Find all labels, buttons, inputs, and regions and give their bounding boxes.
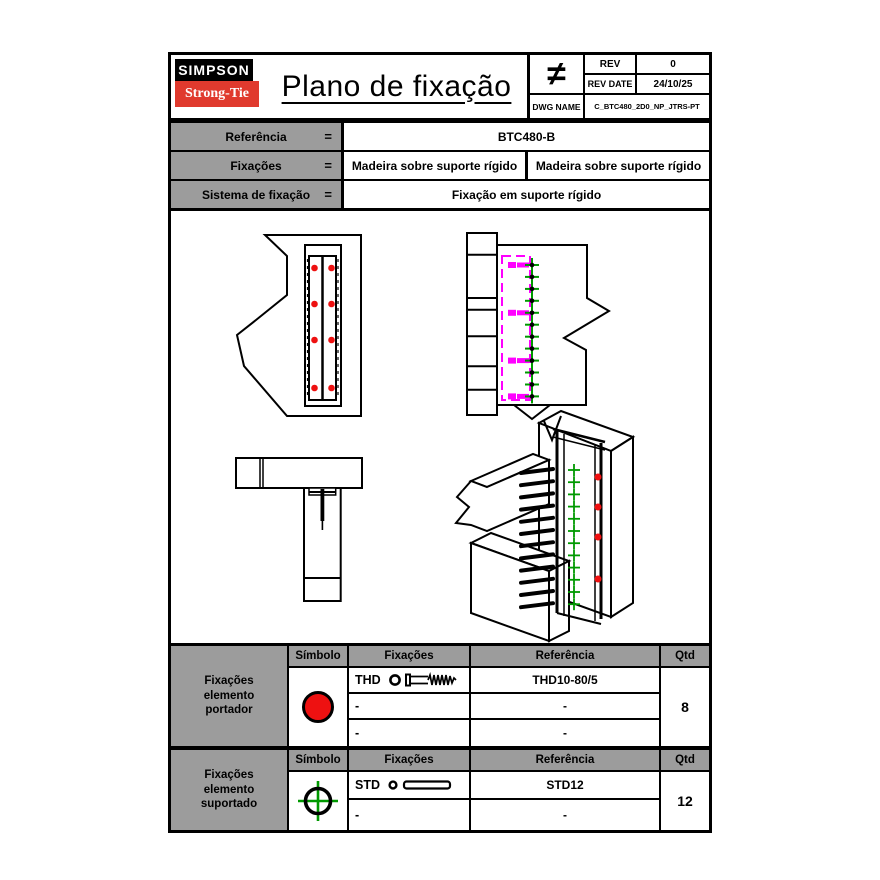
dwg-name-label: DWG NAME (530, 95, 585, 118)
rev-date-label: REV DATE (585, 75, 637, 95)
fixings-table-portador (171, 646, 709, 750)
simpson-strongtie-logo (171, 55, 266, 118)
reference-cell: THD10-80/5 (471, 668, 661, 694)
info-value: BTC480-B (497, 129, 556, 144)
fixing-cell (349, 772, 471, 800)
rev-date-value: 24/10/25 (637, 75, 709, 95)
equals-sign: = (324, 129, 332, 144)
group-label: Fixações elemento portador (171, 646, 289, 746)
qty-cell: 12 (677, 793, 693, 809)
page-title: Plano de fixação (281, 69, 512, 103)
logo-simpson-text: SIMPSON (175, 59, 253, 81)
col-header-fixacoes: Fixações (349, 750, 471, 772)
dwg-name-value: C_BTC480_2D0_NP_JTRS-PT (594, 102, 700, 111)
info-label (171, 123, 344, 150)
technical-drawing (171, 211, 709, 655)
info-value-left: Madeira sobre suporte rígido (351, 158, 518, 173)
top-view-drawing (236, 458, 362, 601)
drawing-area (171, 211, 709, 646)
col-header-qtd: Qtd (661, 750, 709, 772)
info-label-text: Referência (225, 129, 287, 144)
fixing-code: THD (355, 673, 381, 687)
fixing-cell (349, 668, 471, 694)
reference-cell: - (471, 694, 661, 720)
logo-strongtie-text: Strong-Tie (175, 81, 259, 107)
title-cell (266, 55, 527, 118)
fixing-code: STD (355, 778, 380, 792)
reference-cell: - (471, 720, 661, 746)
info-label (171, 181, 344, 208)
fixing-cell: - (349, 694, 471, 720)
symbol-cell (289, 668, 349, 746)
reference-cell: STD12 (471, 772, 661, 800)
equals-sign: = (324, 187, 332, 202)
col-header-qtd: Qtd (661, 646, 709, 668)
info-row-fixacoes (171, 152, 709, 181)
side-view-drawing (467, 233, 609, 419)
fixing-cell: - (349, 720, 471, 746)
col-header-referencia: Referência (471, 750, 661, 772)
rev-label: REV (585, 55, 637, 75)
symbol-cell (289, 772, 349, 830)
col-header-simbolo: Símbolo (289, 646, 349, 668)
revision-block (527, 55, 709, 118)
thd-screw-icon (388, 672, 460, 688)
equals-sign: = (324, 158, 332, 173)
info-value-right: Madeira sobre suporte rígido (525, 152, 709, 179)
info-label-text: Fixações (230, 158, 282, 173)
rev-value: 0 (637, 55, 709, 75)
drawing-sheet (168, 52, 712, 833)
fixings-table-suportado (171, 750, 709, 830)
std-dowel-icon (387, 778, 453, 792)
group-label: Fixações elemento suportado (171, 750, 289, 830)
info-row-referencia (171, 123, 709, 152)
info-label (171, 152, 344, 179)
col-header-referencia: Referência (471, 646, 661, 668)
thd-red-circle-icon (302, 691, 334, 723)
col-header-fixacoes: Fixações (349, 646, 471, 668)
not-equal-symbol-icon: ≠ (530, 55, 585, 95)
reference-cell: - (471, 800, 661, 830)
iso-view-drawing (456, 411, 633, 641)
front-view-drawing (237, 235, 361, 416)
std-crosshair-icon (295, 778, 341, 824)
col-header-simbolo: Símbolo (289, 750, 349, 772)
sheet-header (171, 55, 709, 123)
info-value: Fixação em suporte rígido (451, 187, 602, 202)
info-row-sistema (171, 181, 709, 211)
fixing-cell: - (349, 800, 471, 830)
info-label-text: Sistema de fixação (201, 187, 311, 202)
qty-cell: 8 (681, 699, 689, 715)
